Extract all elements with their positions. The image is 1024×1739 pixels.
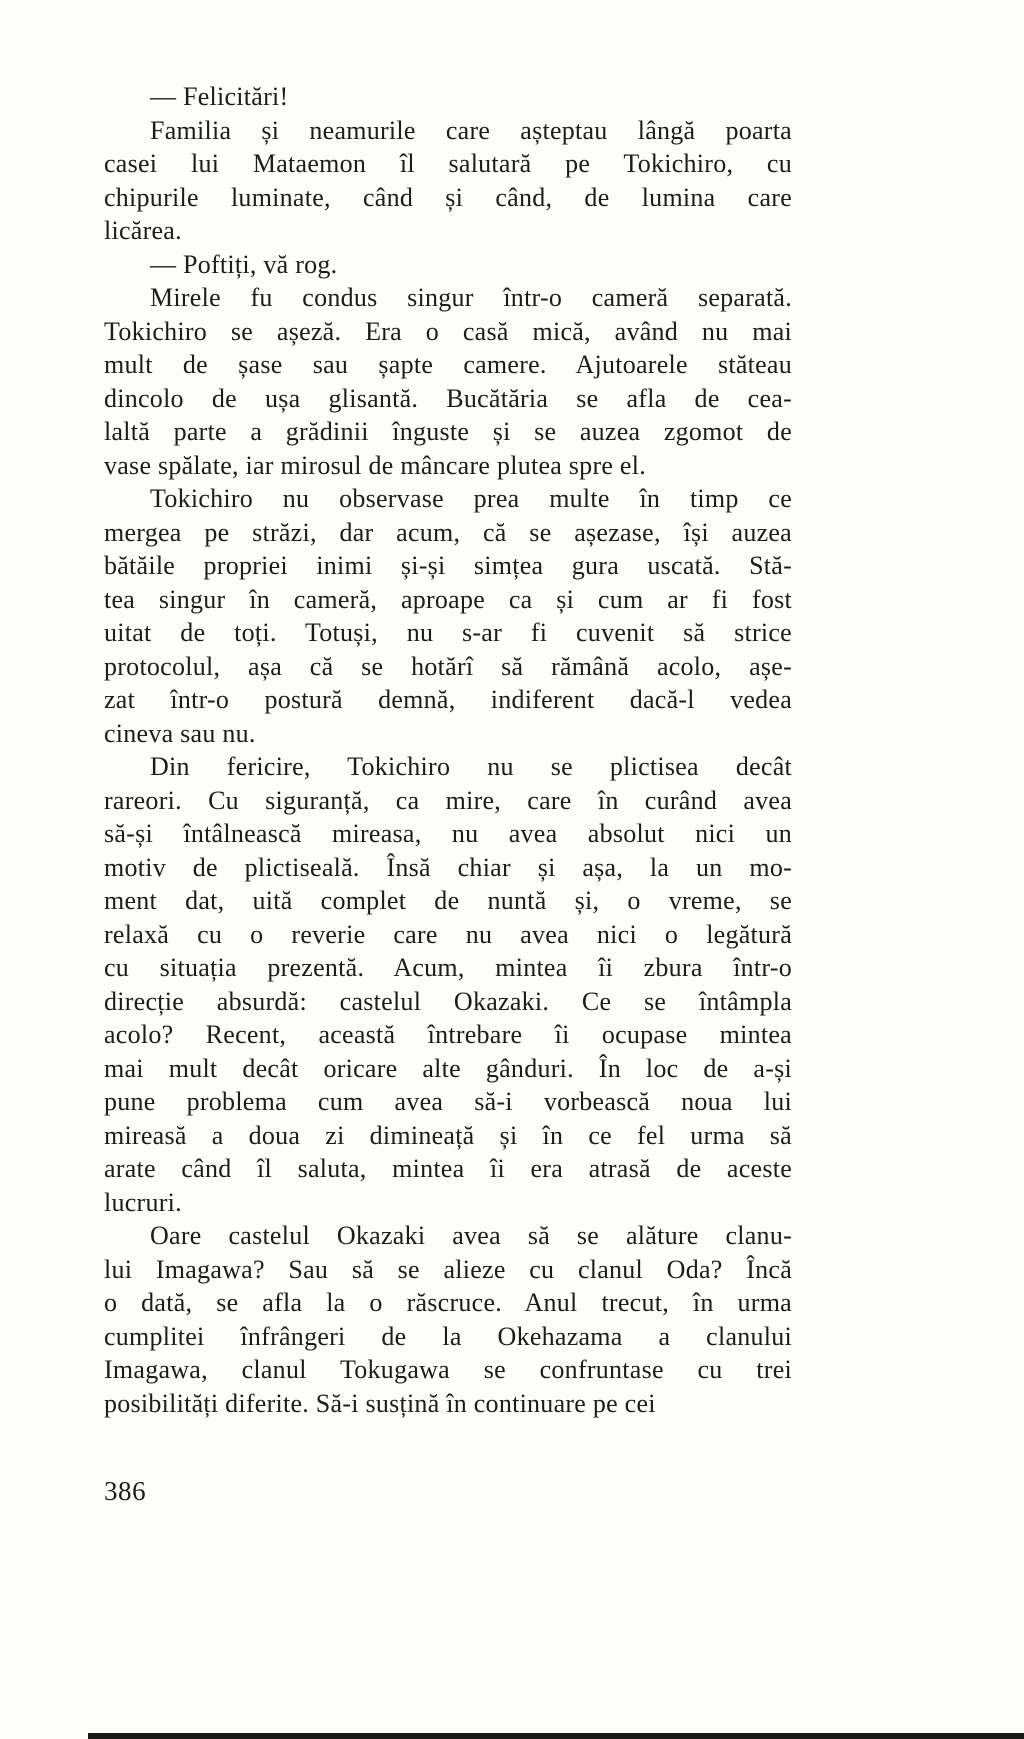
- text-line: protocolul, așa că se hotărî să rămână acolo, așe-: [104, 651, 792, 681]
- text-block: [104, 80, 792, 1420]
- text-line: bătăile propriei inimi și-și simțea gura uscată. Stă-: [104, 551, 792, 580]
- text-line: vase spălate, iar mirosul de mâncare plutea spre el.: [104, 450, 646, 480]
- text-line: chipurile luminate, când și când, de lumina care: [104, 182, 792, 212]
- text-line: arate când îl saluta, mintea îi era atrasă de aceste: [104, 1154, 792, 1183]
- text-line: Familia și neamurile care așteptau lângă poarta: [150, 115, 792, 145]
- text-line: o dată, se afla la o răscruce. Anul trecut, în urma: [104, 1288, 792, 1317]
- text-line: motiv de plictiseală. Însă chiar și așa, la un mo-: [104, 852, 792, 882]
- text-line: Oare castelul Okazaki avea să se alăture clanu-: [150, 1221, 792, 1250]
- text-line: uitat de toți. Totuși, nu s-ar fi cuvenit să strice: [104, 618, 792, 647]
- text-line: să-și întâlnească mireasa, nu avea absolut nici un: [104, 819, 792, 848]
- text-line: mireasă a doua zi dimineață și în ce fel urma să: [104, 1120, 792, 1150]
- text-line: ment dat, uită complet de nuntă și, o vreme, se: [104, 886, 792, 915]
- text-line: mergea pe străzi, dar acum, că se așezase, își auzea: [104, 517, 792, 547]
- text-line: tea singur în cameră, aproape ca și cum ar fi fost: [104, 584, 792, 614]
- text-line: relaxă cu o reverie care nu avea nici o legătură: [104, 919, 792, 949]
- text-line: mai mult decât oricare alte gânduri. În loc de a-și: [104, 1053, 792, 1083]
- text-line: lucruri.: [104, 1187, 182, 1217]
- text-line: — Poftiți, vă rog.: [150, 249, 338, 279]
- paragraph: [104, 1219, 792, 1420]
- text-line: Tokichiro se așeză. Era o casă mică, având nu mai: [104, 316, 792, 346]
- text-line: Imagawa, clanul Tokugawa se confruntase cu trei: [104, 1355, 792, 1384]
- text-line: cineva sau nu.: [104, 718, 256, 748]
- text-line: Tokichiro nu observase prea multe în timp ce: [150, 484, 792, 513]
- paragraph: [104, 482, 792, 750]
- text-line: zat într-o postură demnă, indiferent dacă-l vedea: [104, 685, 792, 714]
- text-line: posibilități diferite. Să-i susțină în continuare pe cei: [104, 1388, 656, 1418]
- text-line: laltă parte a grădinii înguste și se auzea zgomot de: [104, 417, 792, 446]
- text-line: acolo? Recent, această întrebare îi ocupase mintea: [104, 1020, 792, 1049]
- text-line: casei lui Mataemon îl salutară pe Tokichiro, cu: [104, 149, 792, 178]
- paragraph: [104, 750, 792, 1219]
- text-line: mult de șase sau șapte camere. Ajutoarele stăteau: [104, 350, 792, 379]
- text-line: rareori. Cu siguranță, ca mire, care în curând avea: [104, 785, 792, 815]
- text-line: direcție absurdă: castelul Okazaki. Ce se întâmpla: [104, 986, 792, 1016]
- text-line: Mirele fu condus singur într-o cameră separată.: [150, 283, 792, 312]
- text-line: lui Imagawa? Sau să se alieze cu clanul Oda? Încă: [104, 1254, 792, 1284]
- paragraph: [104, 248, 792, 282]
- text-line: cu situația prezentă. Acum, mintea îi zbura într-o: [104, 953, 792, 982]
- scan-artifact-bar: [88, 1733, 1024, 1739]
- text-line: pune problema cum avea să-i vorbească noua lui: [104, 1087, 792, 1116]
- text-line: cumplitei înfrângeri de la Okehazama a clanului: [104, 1321, 792, 1351]
- page-number: 386: [104, 1476, 147, 1506]
- text-line: — Felicitări!: [150, 82, 289, 111]
- text-line: Din fericire, Tokichiro nu se plictisea decât: [150, 752, 792, 781]
- text-line: dincolo de ușa glisantă. Bucătăria se afla de cea-: [104, 383, 792, 413]
- paragraph: [104, 114, 792, 248]
- text-line: licărea.: [104, 216, 182, 245]
- paragraph: [104, 281, 792, 482]
- paragraph: [104, 80, 792, 114]
